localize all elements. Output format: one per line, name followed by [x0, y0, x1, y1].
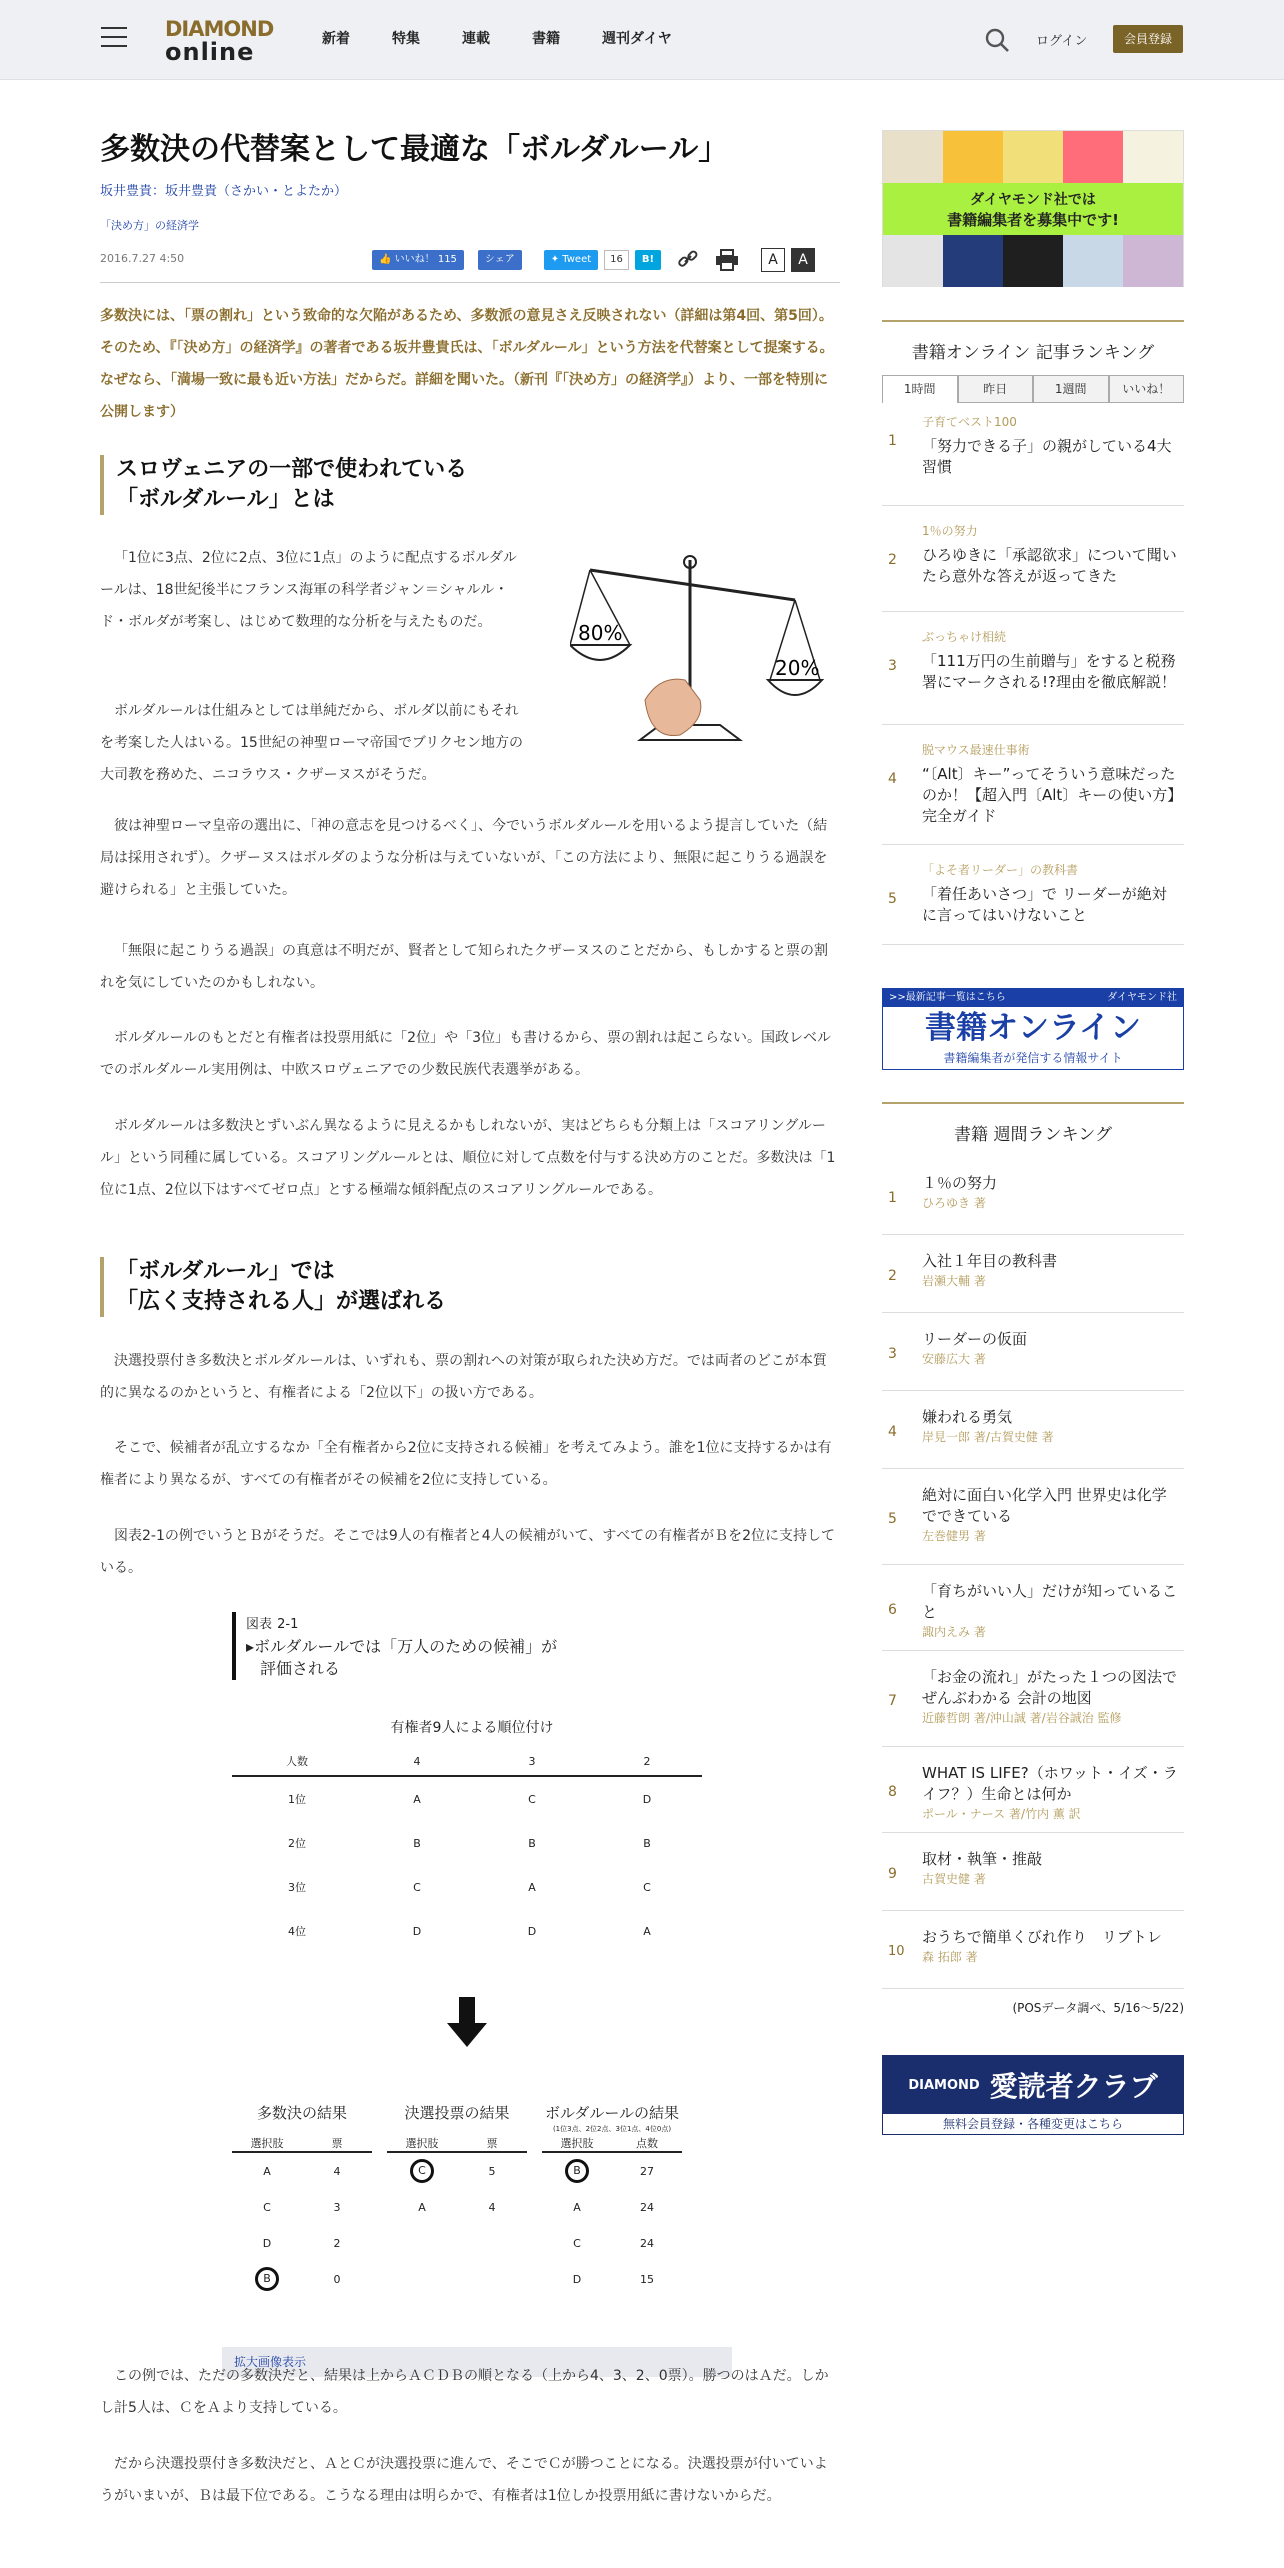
table-cell: 24: [640, 2200, 654, 2214]
table-cell: 2: [333, 2236, 341, 2250]
book-author[interactable]: 諏内えみ 著: [922, 1625, 986, 1639]
nav-series[interactable]: 連載: [462, 31, 490, 47]
banner-top: [883, 989, 1183, 1007]
result-header: [542, 2135, 682, 2153]
ranking-table: [232, 1747, 702, 1953]
site-logo[interactable]: [165, 17, 274, 66]
book-cover-row: [883, 131, 1183, 183]
club-banner[interactable]: [882, 2055, 1184, 2135]
cell-value: D: [572, 2272, 582, 2286]
winner-circle: B: [255, 2267, 279, 2291]
winner-circle: C: [410, 2159, 434, 2183]
book-author[interactable]: 左巻健男 著: [922, 1529, 986, 1543]
club-banner-top: [883, 2056, 1183, 2114]
rank-category[interactable]: 脱マウス最速仕事術: [922, 743, 1030, 757]
rank-title[interactable]: 「努力できる子」の親がしている4大習慣: [922, 437, 1172, 476]
rank-category[interactable]: ぶっちゃけ相続: [922, 630, 1007, 644]
article-lead: 多数決には、「票の割れ」という致命的な欠陥があるため、多数派の意見さえ反映されない（詳細は第4回、第5回）。そのため、『「決め方」の経済学』の著者である坂井豊貴氏は、「ボルダルール」という方法を代替案として提案する。なぜなら、「満場一致に最も近い方法」だからだ。詳細を聞いた。（新刊『「決め方」の経済学』）より、一部を特別に公開します）: [100, 308, 834, 420]
table-cell: D: [642, 1792, 652, 1806]
cell-value: A: [263, 2164, 271, 2178]
article-ranking: [882, 320, 1184, 945]
ranking-item[interactable]: [882, 506, 1184, 612]
result-table: [542, 2102, 682, 2297]
pos-note: (POSデータ調べ、5/16～5/22): [1012, 2001, 1184, 2015]
book-author[interactable]: 近藤哲朗 著/沖山誠 著/岩谷誠治 監修: [922, 1711, 1122, 1725]
table-cell: [542, 2273, 612, 2286]
rank-number: 5: [888, 1511, 897, 1527]
book-author[interactable]: 古賀史健 著: [922, 1872, 986, 1886]
book-title[interactable]: リーダーの仮面: [922, 1330, 1028, 1348]
rank-number: 4: [888, 771, 897, 787]
table-cell: 選択肢: [405, 2137, 439, 2150]
table-cell: 5: [488, 2164, 496, 2178]
table-cell: D: [527, 1924, 537, 1938]
scale-label-left: 80%: [578, 621, 623, 645]
book-title[interactable]: WHAT IS LIFE?（ホワット・イズ・ライフ？）生命とは何か: [922, 1764, 1178, 1803]
result-title: 決選投票の結果: [404, 2104, 510, 2122]
rank-category[interactable]: 「よそ者リーダー」の教科書: [922, 863, 1079, 877]
ranking-tabs: [882, 375, 1184, 403]
weekly-title: 書籍 週間ランキング: [954, 1125, 1112, 1145]
section-heading-2: [100, 1257, 446, 1317]
winner-circle: B: [565, 2159, 589, 2183]
table-row: [387, 2189, 527, 2225]
book-author[interactable]: 森 拓郎 著: [922, 1950, 978, 1964]
figure-title-line2: 評価される: [260, 1659, 341, 1678]
main-nav: [322, 28, 714, 48]
table-row: [542, 2153, 682, 2189]
hatena-button[interactable]: B!: [635, 250, 661, 270]
book-rank-item[interactable]: [882, 1313, 1184, 1391]
book-title[interactable]: 「育ちがいい人」だけが知っていること: [922, 1582, 1178, 1621]
rank-number: 3: [888, 1346, 897, 1362]
books-online-banner[interactable]: [882, 988, 1184, 1070]
paragraph: 彼は神聖ローマ皇帝の選出に、「神の意志を見つけるべく」、今でいうボルダルールを用いるよう提言していた（結局は採用されず）。クザーヌスはボルダのような分析は与えていないが、「この方法により、無限に起こりうる過誤を避けられる」と主張していた。: [100, 818, 828, 898]
result-title: 多数決の結果: [256, 2104, 347, 2122]
table-cell: 1位: [288, 1793, 306, 1806]
book-title[interactable]: 絶対に面白い化学入門 世界史は化学でできている: [922, 1486, 1167, 1525]
paragraph: ボルダルールのもとだと有権者は投票用紙に「2位」や「3位」も書けるから、票の割れは起こらない。国政レベルでのボルダルール実用例は、中欧スロヴェニアでの少数民族代表選挙がある。: [100, 1030, 831, 1078]
cell-value: D: [262, 2236, 272, 2250]
nav-books[interactable]: 書籍: [532, 31, 560, 47]
result-title: ボルダルールの結果: [544, 2104, 680, 2122]
table-cell: 点数: [636, 2137, 658, 2150]
figure-2-1[interactable]: [232, 1612, 732, 2372]
ranking-item[interactable]: [882, 725, 1184, 845]
book-rank-item[interactable]: [882, 1651, 1184, 1747]
book-title[interactable]: 嫌われる勇気: [922, 1408, 1013, 1426]
tweet-label: Tweet: [562, 254, 592, 265]
book-rank-item[interactable]: [882, 1565, 1184, 1651]
book-title[interactable]: 入社１年目の教科書: [922, 1252, 1058, 1270]
paragraph: 「無限に起こりうる過誤」の真意は不明だが、賢者として知られたクザーヌスのことだから、もしかすると票の割れを気にしていたのかもしれない。: [100, 943, 828, 991]
table-cell: 3位: [288, 1881, 306, 1894]
banner-brand: ダイヤモンド社: [1107, 992, 1177, 1003]
rank-number: 7: [888, 1693, 897, 1709]
ad-text-1: ダイヤモンド社では: [970, 192, 1096, 208]
author-link[interactable]: 坂井豊貴：坂井豊貴（さかい・とよたか）: [100, 184, 348, 199]
table-cell: 3: [333, 2200, 341, 2214]
book-rank-item[interactable]: [882, 1235, 1184, 1313]
rank-number: 5: [888, 891, 897, 907]
table-cell: [387, 2159, 457, 2183]
like-count: 115: [437, 254, 457, 265]
link-icon[interactable]: [677, 250, 699, 270]
result-header: [232, 2135, 372, 2153]
table-cell: [542, 2159, 612, 2183]
logo-bottom: online: [165, 38, 255, 66]
share-button[interactable]: シェア: [478, 250, 522, 270]
table-cell: [542, 2237, 612, 2250]
table-cell: 票: [331, 2137, 343, 2150]
table-cell: 27: [640, 2164, 654, 2178]
scale-label-right: 20%: [775, 656, 820, 680]
heading-line: スロヴェニアの一部で使われている: [116, 457, 468, 482]
paragraph: ボルダルールは多数決とずいぶん異なるように見えるかもしれないが、実はどちらも分類上は「スコアリングルール」という同種に属している。スコアリングルールとは、順位に対して点数を付与する決め方のことだ。多数決は「1位に1点、2位以下はすべてゼロ点」とする極端な傾斜配点のスコアリングルールである。: [100, 1118, 836, 1198]
tweet-count: 16: [604, 250, 629, 270]
recruit-ad[interactable]: [882, 130, 1184, 287]
figure-subtitle: 有権者9人による順位付け: [390, 1720, 554, 1736]
heading-line: 「ボルダルール」では: [116, 1259, 335, 1284]
table-cell: B: [413, 1836, 421, 1850]
table-row: [232, 2225, 372, 2261]
figure-title-line1: ▸ボルダルールでは「万人のための候補」が: [246, 1637, 558, 1656]
table-cell: 選択肢: [560, 2137, 594, 2150]
table-cell: D: [412, 1924, 422, 1938]
rank-number: 4: [888, 1424, 897, 1440]
table-row: [232, 1865, 702, 1909]
tab-1hour[interactable]: 1時間: [882, 375, 958, 403]
recruit-banner: [883, 183, 1183, 235]
thumb-icon: 👍: [379, 254, 395, 265]
cell-value: C: [263, 2200, 271, 2214]
club-sub: 無料会員登録・各種変更はこちら: [942, 2117, 1123, 2131]
font-size-large[interactable]: A: [791, 248, 815, 272]
banner-sub: 書籍編集者が発信する情報サイト: [943, 1051, 1123, 1065]
table-row: [232, 2153, 372, 2189]
book-author[interactable]: ひろゆき 著: [922, 1196, 986, 1210]
table-cell: 人数: [286, 1755, 308, 1768]
nav-feature[interactable]: 特集: [392, 31, 420, 47]
table-cell: 2: [643, 1754, 651, 1768]
paragraph: 図表2-1の例でいうとＢがそうだ。そこでは9人の有権者と4人の候補がいて、すべての有権者がＢを2位に支持している。: [100, 1528, 836, 1576]
latest-articles-link: >>最新記事一覧はこちら: [889, 992, 1006, 1003]
result-note: (1位3点、2位2点、3位1点、4位0点): [552, 2125, 672, 2133]
book-author[interactable]: 安藤広大 著: [922, 1352, 986, 1366]
paragraph: 決選投票付き多数決とボルダルールは、いずれも、票の割れへの対策が取られた決め方だ。では両者のどこが本質的に異なるのかというと、有権者による「2位以下」の扱い方である。: [100, 1353, 827, 1401]
menu-icon[interactable]: [101, 27, 127, 49]
like-button[interactable]: [372, 250, 464, 270]
cell-value: C: [573, 2236, 581, 2250]
table-row: [542, 2261, 682, 2297]
figure-title: [232, 1612, 732, 1680]
rank-number: 1: [888, 1190, 897, 1206]
table-row: [232, 2261, 372, 2297]
table-cell: B: [643, 1836, 651, 1850]
table-cell: [387, 2201, 457, 2214]
nav-weekly[interactable]: 週刊ダイヤ: [602, 31, 672, 47]
article: [100, 130, 840, 1576]
book-rank-item[interactable]: [882, 1911, 1184, 1989]
book-author[interactable]: 岸見一郎 著/古賀史健 著: [922, 1430, 1054, 1444]
table-cell: A: [643, 1924, 651, 1938]
arrow-down-icon: [447, 1997, 487, 2047]
logo-top: DIAMOND: [165, 17, 274, 41]
table-cell: 4位: [288, 1925, 306, 1938]
paragraph: だから決選投票付き多数決だと、ＡとＣが決選投票に進んで、そこでＣが勝つことになる。決選投票が付いていようがいまいが、Ｂは最下位である。こうなる理由は明らかで、有権者は1位しか投票用紙に書けないからだ。: [100, 2456, 828, 2504]
ranking-title: 書籍オンライン 記事ランキング: [911, 343, 1155, 363]
ranking-item[interactable]: [882, 612, 1184, 725]
login-link[interactable]: ログイン: [1036, 34, 1088, 49]
ad-text-2: 書籍編集者を募集中です!: [947, 211, 1119, 229]
table-cell: [232, 2165, 302, 2178]
table-cell: A: [413, 1792, 421, 1806]
table-header: [232, 1747, 702, 1777]
table-cell: [232, 2267, 302, 2291]
print-icon[interactable]: [715, 249, 739, 271]
table-cell: C: [413, 1880, 421, 1894]
table-row: [232, 1909, 702, 1953]
paragraph: 「1位に3点、2位に2点、3位に1点」のように配点するボルダルールは、18世紀後半にフランス海軍の科学者ジャン＝シャルル・ド・ボルダが考案し、はじめて数理的な分析を与えたものだ。: [100, 550, 517, 630]
figure-number: 2-1: [277, 1617, 299, 1632]
result-header: [387, 2135, 527, 2153]
rank-category[interactable]: 1％の努力: [922, 524, 978, 538]
book-rank-item[interactable]: [882, 1747, 1184, 1833]
series-link[interactable]: 「決め方」の経済学: [100, 219, 199, 232]
table-cell: 2位: [288, 1837, 306, 1850]
rank-title[interactable]: “〔Alt〕キー”ってそういう意味だったのか！【超入門〔Alt〕キーの使い方】完全ガイド: [922, 765, 1176, 825]
social-bar: [372, 248, 815, 272]
bird-icon: ✦: [550, 254, 563, 265]
table-row: [542, 2189, 682, 2225]
tab-likes[interactable]: いいね！: [1109, 375, 1185, 403]
font-size-small[interactable]: A: [761, 248, 785, 272]
table-cell: 4: [413, 1754, 421, 1768]
table-cell: 票: [486, 2137, 498, 2150]
book-title[interactable]: １％の努力: [922, 1174, 998, 1192]
table-cell: 選択肢: [250, 2137, 284, 2150]
rank-number: 9: [888, 1866, 897, 1882]
table-cell: C: [528, 1792, 536, 1806]
result-table: [232, 2102, 372, 2297]
book-rank-item[interactable]: [882, 1469, 1184, 1565]
tab-1week[interactable]: 1週間: [1033, 375, 1109, 403]
publish-date: 2016.7.27 4:50: [100, 252, 185, 265]
book-title[interactable]: 「お金の流れ」がたった１つの図法でぜんぶわかる 会計の地図: [922, 1668, 1178, 1707]
rank-title[interactable]: 「111万円の生前贈与」をすると税務署にマークされる!?理由を徹底解説！: [922, 652, 1176, 691]
book-author[interactable]: 岩瀬大輔 著: [922, 1274, 986, 1288]
banner-main: 書籍オンライン: [924, 1010, 1142, 1046]
rank-number: 1: [888, 433, 897, 449]
register-button[interactable]: 会員登録: [1113, 25, 1183, 53]
book-title[interactable]: 取材・執筆・推敲: [922, 1850, 1043, 1868]
book-rank-item[interactable]: [882, 1833, 1184, 1911]
weekly-ranking: [882, 1102, 1184, 2016]
rank-title[interactable]: ひろゆきに「承認欲求」について聞いたら意外な答えが返ってきた: [922, 546, 1177, 585]
cell-value: A: [573, 2200, 581, 2214]
book-rank-item[interactable]: [882, 1157, 1184, 1235]
balance-scale-image: [570, 550, 830, 750]
heading-line: 「ボルダルール」とは: [116, 487, 335, 512]
table-cell: 4: [488, 2200, 496, 2214]
divider: [100, 282, 840, 283]
rank-number: 6: [888, 1602, 897, 1618]
rank-number: 2: [888, 1268, 897, 1284]
table-cell: 15: [640, 2272, 654, 2286]
rank-title[interactable]: 「着任あいさつ」で リーダーが絶対に言ってはいけないこと: [922, 885, 1167, 924]
rank-number: 3: [888, 658, 897, 674]
search-icon[interactable]: [984, 27, 1010, 53]
rank-number: 10: [888, 1944, 905, 1959]
table-cell: A: [528, 1880, 536, 1894]
club-brand: DIAMOND: [908, 2077, 980, 2093]
paragraph: この例では、ただの多数決だと、結果は上からＡＣＤＢの順となる（上から4、3、2、0票）。勝つのはＡだ。しかし計5人は、ＣをＡより支持している。: [100, 2368, 829, 2416]
ranking-item[interactable]: [882, 845, 1184, 945]
table-cell: 24: [640, 2236, 654, 2250]
table-cell: [542, 2201, 612, 2214]
table-row: [232, 1777, 702, 1821]
table-cell: 4: [333, 2164, 341, 2178]
ranking-item[interactable]: [882, 403, 1184, 506]
heading-line: 「広く支持される人」が選ばれる: [116, 1289, 447, 1314]
figure-label: 図表: [246, 1617, 273, 1632]
table-row: [387, 2153, 527, 2189]
like-label: いいね！: [394, 254, 435, 265]
article-title: 多数決の代替案として最適な「ボルダルール」: [100, 132, 729, 167]
table-row: [232, 2189, 372, 2225]
paragraph: ボルダルールは仕組みとしては単純だから、ボルダ以前にもそれを考案した人はいる。15世紀の神聖ローマ帝国でブリクセン地方の大司教を務めた、ニコラウス・クザーヌスがそうだ。: [100, 703, 523, 783]
club-main: 愛読者クラブ: [989, 2070, 1158, 2103]
rank-number: 8: [888, 1784, 897, 1800]
table-cell: B: [528, 1836, 536, 1850]
paragraph: そこで、候補者が乱立するなか「全有権者から2位に支持される候補」を考えてみよう。誰を1位に支持するかは有権者により異なるが、すべての有権者がその候補を2位に支持している。: [100, 1440, 832, 1488]
table-cell: [232, 2237, 302, 2250]
table-cell: C: [643, 1880, 651, 1894]
section-heading-1: [100, 455, 467, 515]
enlarge-image-link[interactable]: 拡大画像表示: [222, 2347, 732, 2377]
table-row: [542, 2225, 682, 2261]
rank-category[interactable]: 子育てベスト100: [922, 415, 1017, 429]
table-row: [232, 1821, 702, 1865]
rank-number: 2: [888, 552, 897, 568]
tab-yesterday[interactable]: 昨日: [958, 375, 1034, 403]
tweet-button[interactable]: [544, 250, 598, 270]
book-author[interactable]: ポール・ナース 著/竹内 薫 訳: [922, 1807, 1081, 1821]
table-cell: [232, 2201, 302, 2214]
book-rank-item[interactable]: [882, 1391, 1184, 1469]
book-cover-row: [883, 235, 1183, 287]
table-cell: 3: [528, 1754, 536, 1768]
book-title[interactable]: おうちで簡単くびれ作り リブトレ: [922, 1928, 1162, 1946]
result-table: [387, 2102, 527, 2225]
site-header: [0, 0, 1284, 80]
cell-value: A: [418, 2200, 426, 2214]
nav-new[interactable]: 新着: [322, 31, 350, 47]
table-cell: 0: [333, 2272, 341, 2286]
